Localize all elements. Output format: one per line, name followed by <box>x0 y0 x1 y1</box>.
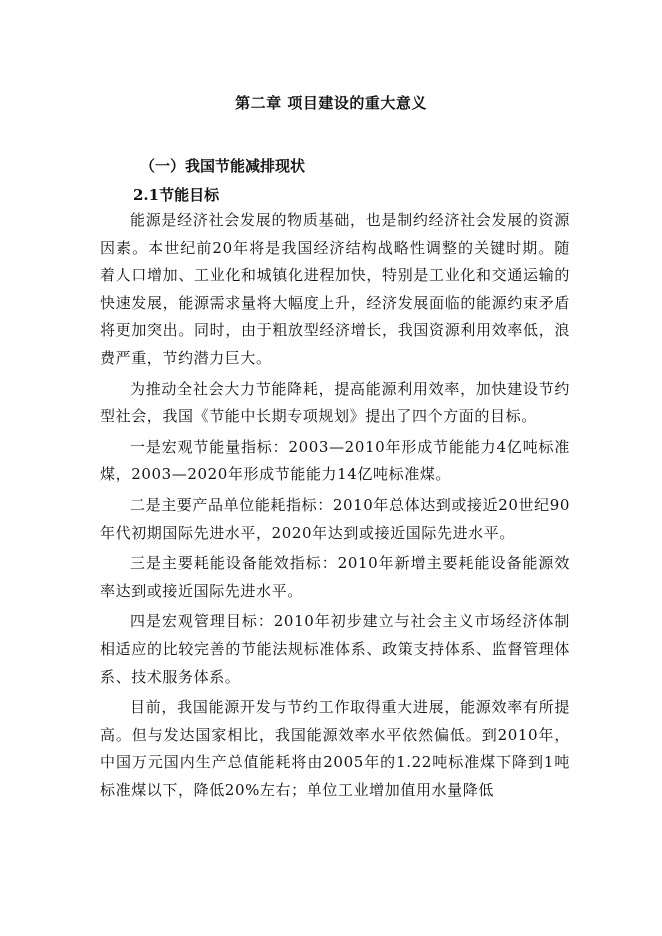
paragraph-goal-2: 二是主要产品单位能耗指标：2010年总体达到或接近20世纪90年代初期国际先进水平，2020年达到或接近国际先进水平。 <box>100 495 570 542</box>
paragraph-goal-1: 一是宏观节能量指标：2003—2010年形成节能能力4亿吨标准煤，2003—2020年形成节能能力14亿吨标准煤。 <box>100 437 570 484</box>
body-text <box>100 207 570 804</box>
paragraph-energy-foundation: 能源是经济社会发展的物质基础，也是制约经济社会发展的资源因素。本世纪前20年将是我国经济结构战略性调整的关键时期。随着人口增加、工业化和城镇化进程加快，特别是工业化和交通运输的快速发展，能源需求量将大幅度上升，经济发展面临的能源约束矛盾将更加突出。同时，由于粗放型经济增长，我国资源利用效率低，浪费严重，节约潜力巨大。 <box>100 211 570 367</box>
paragraph-plan-goals: 为推动全社会大力节能降耗，提高能源利用效率，加快建设节约型社会，我国《节能中长期专项规划》提出了四个方面的目标。 <box>100 379 570 426</box>
chapter-title: 第二章 项目建设的重大意义 <box>235 94 427 112</box>
paragraph-current-status: 目前，我国能源开发与节约工作取得重大进展，能源效率有所提高。但与发达国家相比，我国能源效率水平依然偏低。到2010年，中国万元国内生产总值能耗将由2005年的1.22吨标准煤下降到1吨标准煤以下，降低20%左右；单位工业增加值用水量降低 <box>100 698 570 799</box>
subsection-heading: 2.1节能目标 <box>133 186 220 204</box>
paragraph-goal-4: 四是宏观管理目标：2010年初步建立与社会主义市场经济体制相适应的比较完善的节能法规标准体系、政策支持体系、监督管理体系、技术服务体系。 <box>100 612 570 686</box>
paragraph-goal-3: 三是主要耗能设备能效指标：2010年新增主要耗能设备能源效率达到或接近国际先进水平。 <box>100 554 570 600</box>
section-heading: （一）我国节能减排现状 <box>140 157 306 175</box>
